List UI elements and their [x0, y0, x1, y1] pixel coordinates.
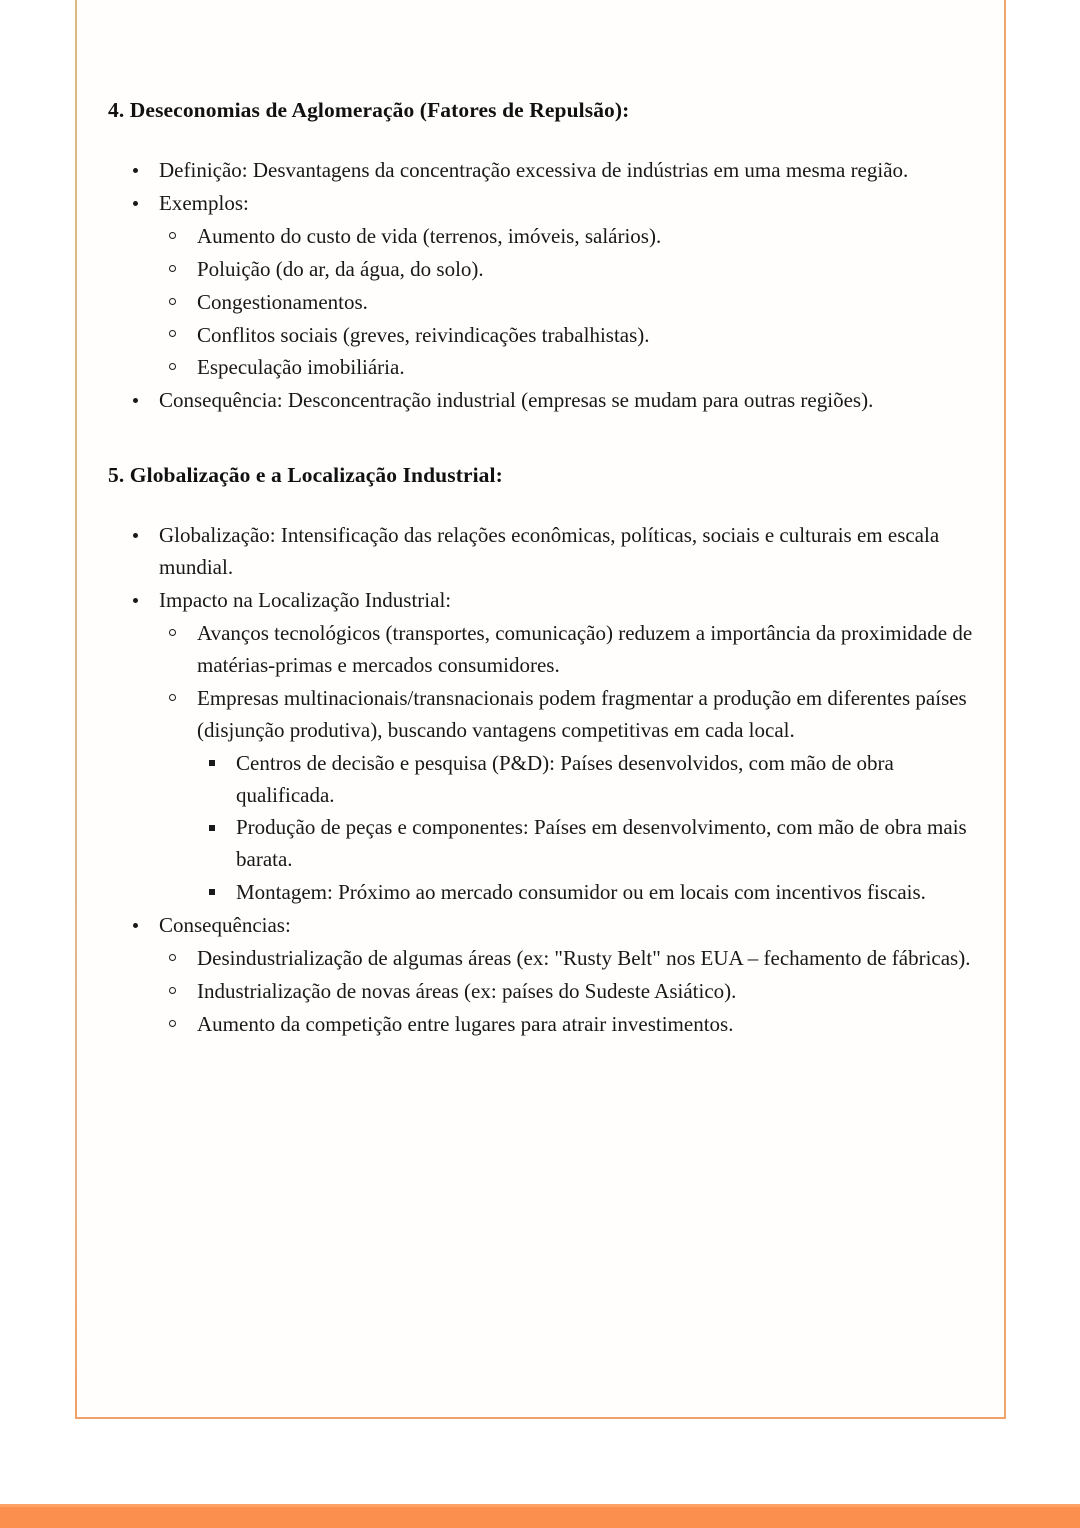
bullet-circle-icon [169, 694, 176, 701]
list-item-text: Avanços tecnológicos (transportes, comunicação) reduzem a importância da proximidade de matérias-primas e mercados consumidores. [197, 621, 973, 677]
page-frame-bottom-rule [75, 1417, 1006, 1419]
list-item [200, 877, 974, 909]
list-item-text: Congestionamentos. [197, 289, 368, 314]
list-item [160, 976, 974, 1008]
bullet-circle-icon [169, 954, 176, 961]
list-item-text: Definição: Desvantagens da concentração excessiva de indústrias em uma mesma região. [159, 158, 909, 183]
bottom-accent-bar-highlight [0, 1504, 1080, 1507]
list-item-text: Industrialização de novas áreas (ex: países do Sudeste Asiático). [197, 978, 737, 1003]
section-heading-0: 4. Deseconomias de Aglomeração (Fatores de Repulsão): [108, 98, 630, 122]
bullet-disc-icon [133, 533, 138, 538]
bullet-square-icon [209, 825, 215, 831]
list-item-text: Poluição (do ar, da água, do solo). [197, 256, 484, 281]
page-frame-right-rule [1004, 0, 1006, 1419]
bullet-circle-icon [169, 629, 176, 636]
bullet-disc-icon [133, 398, 138, 403]
list-item [160, 683, 974, 747]
list-item [160, 618, 974, 682]
list-item [160, 943, 974, 975]
list-item [160, 352, 974, 384]
bullet-circle-icon [169, 298, 176, 305]
list-item [125, 585, 974, 617]
list-item-text: Montagem: Próximo ao mercado consumidor ou em locais com incentivos fiscais. [236, 880, 926, 905]
document-content [108, 96, 974, 1042]
list-item-text: Empresas multinacionais/transnacionais podem fragmentar a produção em diferentes países (disjunção produtiva), buscando vantagens competitivas em cada local. [197, 685, 967, 742]
bullet-circle-icon [169, 330, 176, 337]
list-item [160, 254, 974, 286]
list-item-text: Produção de peças e componentes: Países em desenvolvimento, com mão de obra mais barata. [236, 815, 967, 872]
list-item-text: Centros de decisão e pesquisa (P&D): Países desenvolvidos, com mão de obra qualificada. [236, 750, 894, 807]
bullet-circle-icon [169, 1020, 176, 1027]
list-item-text: Globalização: Intensificação das relações econômicas, políticas, sociais e culturais em escala mundial. [159, 523, 940, 580]
section-block-1 [108, 461, 974, 490]
bullet-circle-icon [169, 987, 176, 994]
list-item [160, 287, 974, 319]
list-item-text: Aumento da competição entre lugares para atrair investimentos. [197, 1011, 734, 1036]
list-item [125, 188, 974, 220]
bullet-circle-icon [169, 265, 176, 272]
bullet-square-icon [209, 760, 215, 766]
section-list-1 [108, 520, 974, 1041]
list-item-text: Impacto na Localização Industrial: [159, 588, 452, 613]
bottom-accent-bar [0, 1504, 1080, 1528]
list-item [160, 221, 974, 253]
list-item-text: Consequências: [159, 913, 291, 938]
page-frame-left-rule [75, 0, 77, 1419]
list-item-text: Aumento do custo de vida (terrenos, imóveis, salários). [197, 223, 662, 248]
list-item-text: Especulação imobiliária. [197, 355, 405, 380]
list-item [200, 748, 974, 812]
section-block-0 [108, 96, 974, 125]
bullet-disc-icon [133, 598, 138, 603]
bullet-disc-icon [133, 923, 138, 928]
list-item-text: Desindustrialização de algumas áreas (ex: "Rusty Belt" nos EUA – fechamento de fábricas). [197, 946, 971, 971]
list-item-text: Consequência: Desconcentração industrial (empresas se mudam para outras regiões). [159, 388, 874, 413]
list-item [160, 320, 974, 352]
list-item [200, 812, 974, 876]
bullet-disc-icon [133, 168, 138, 173]
bullet-circle-icon [169, 232, 176, 239]
section-list-0 [108, 155, 974, 417]
list-item [125, 385, 974, 417]
list-item-text: Exemplos: [159, 190, 249, 215]
list-item [125, 155, 974, 187]
list-item [160, 1009, 974, 1041]
list-item-text: Conflitos sociais (greves, reivindicações trabalhistas). [197, 322, 650, 347]
bullet-disc-icon [133, 201, 138, 206]
bullet-circle-icon [169, 363, 176, 370]
list-item [125, 520, 974, 584]
bullet-square-icon [209, 889, 215, 895]
list-item [125, 910, 974, 942]
section-heading-1: 5. Globalização e a Localização Industrial: [108, 463, 503, 488]
